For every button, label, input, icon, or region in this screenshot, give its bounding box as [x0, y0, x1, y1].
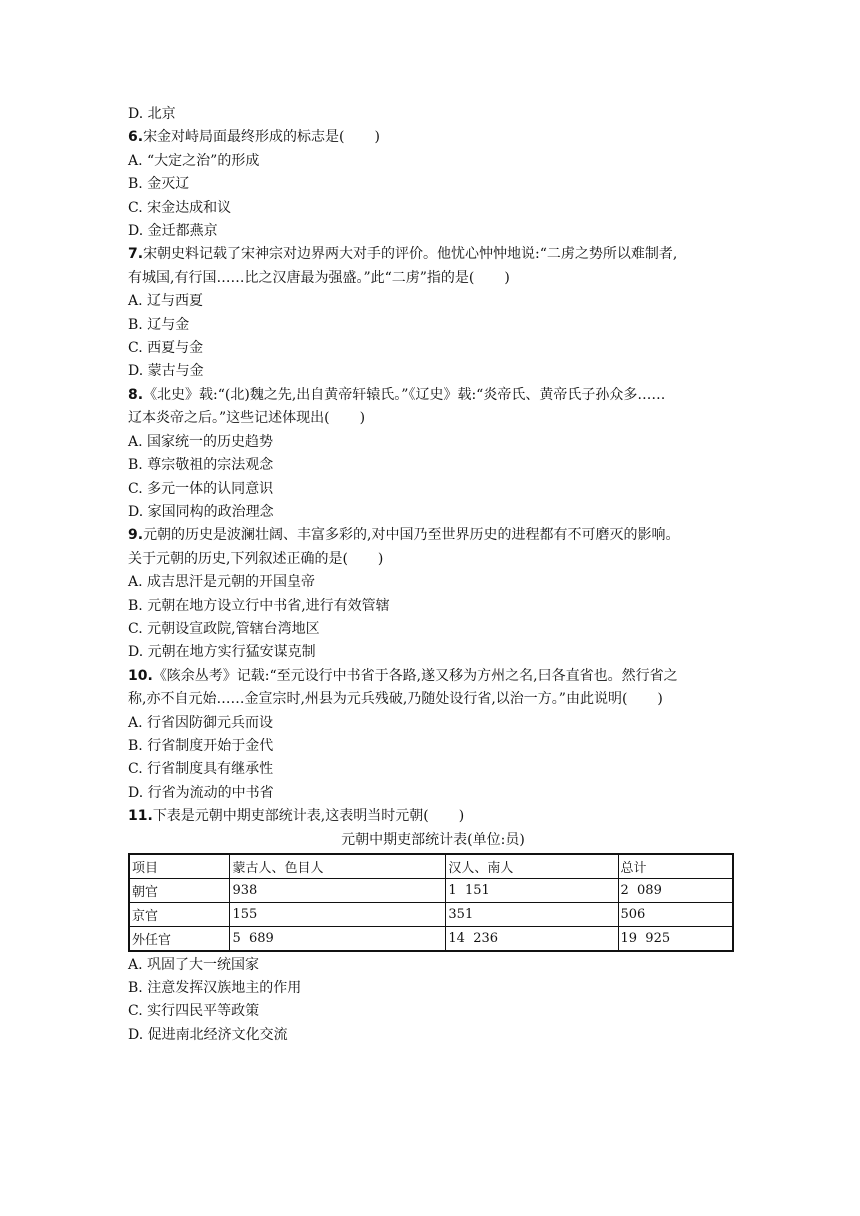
- question-text: 《北史》载:“(北)魏之先,出自黄帝轩辕氏。”《辽史》载:“炎帝氏、黄帝氏子孙众多……: [143, 386, 666, 403]
- table-header-row: [129, 854, 733, 879]
- table-header-cell: 蒙古人、色目人: [230, 854, 446, 879]
- question-text: 《陔余丛考》记载:“至元设行中书省于各路,遂又移为方州之名,曰各直省也。然行省之: [152, 667, 678, 684]
- table-cell: 1 151: [446, 878, 618, 902]
- table-row: [129, 878, 733, 902]
- table-cell: 5 689: [230, 926, 446, 951]
- table-caption: 元朝中期吏部统计表(单位:员): [341, 831, 525, 848]
- q7-option-d: D. 蒙古与金: [128, 363, 204, 380]
- q9-option-a: A. 成吉思汗是元朝的开国皇帝: [128, 574, 316, 591]
- paren-close: ): [458, 808, 465, 825]
- table-cell: 朝官: [129, 878, 230, 902]
- question-number: 6.: [128, 129, 144, 146]
- question-number: 8.: [128, 386, 144, 403]
- q10-option-b: B. 行省制度开始于金代: [128, 737, 274, 754]
- q8-option-c: C. 多元一体的认同意识: [128, 480, 274, 497]
- table-cell: 506: [618, 902, 733, 926]
- q5-option-d: D. 北京: [128, 106, 176, 122]
- q9-option-b: B. 元朝在地方设立行中书省,进行有效管辖: [128, 597, 390, 614]
- q10-option-d: D. 行省为流动的中书省: [128, 784, 274, 801]
- table-header-cell: 总计: [618, 854, 733, 879]
- table-row: [129, 926, 733, 951]
- q6-option-c: C. 宋金达成和议: [128, 199, 232, 216]
- question-number: 10.: [128, 667, 153, 684]
- question-7-stem-line1: [128, 243, 738, 266]
- question-number: 7.: [128, 246, 144, 263]
- question-text: 宋金对峙局面最终形成的标志是(: [143, 129, 345, 146]
- question-9-stem-line2: [128, 548, 738, 571]
- question-10-stem-line2: [128, 688, 738, 711]
- q6-option-d: D. 金迁都燕京: [128, 223, 218, 240]
- q9-option-d: D. 元朝在地方实行猛安谋克制: [128, 644, 316, 661]
- q8-option-d: D. 家国同构的政治理念: [128, 503, 274, 520]
- q7-option-a: A. 辽与西夏: [128, 293, 204, 310]
- table-cell: 14 236: [446, 926, 618, 951]
- question-text: 宋朝史料记载了宋神宗对边界两大对手的评价。他忧心忡忡地说:“二虏之势所以难制者,: [143, 246, 678, 263]
- question-text: 元朝的历史是波澜壮阔、丰富多彩的,对中国乃至世界历史的进程都有不可磨灭的影响。: [143, 527, 680, 544]
- q7-option-c: C. 西夏与金: [128, 340, 204, 357]
- q11-option-d: D. 促进南北经济文化交流: [128, 1026, 288, 1043]
- q8-option-b: B. 尊宗敬祖的宗法观念: [128, 457, 274, 474]
- question-text: 关于元朝的历史,下列叙述正确的是(: [128, 550, 348, 567]
- table-cell: 京官: [129, 902, 230, 926]
- table-cell: 351: [446, 902, 618, 926]
- q6-option-b: B. 金灭辽: [128, 176, 190, 193]
- exam-page: [128, 103, 738, 1047]
- question-text: 下表是元朝中期吏部统计表,这表明当时元朝(: [152, 808, 429, 825]
- table-row: [129, 902, 733, 926]
- question-8-stem-line1: [128, 384, 738, 407]
- question-text: 称,亦不自元始……金宣宗时,州县为元兵残破,乃随处设行省,以治一方。”由此说明(: [128, 691, 628, 708]
- q11-option-c: C. 实行四民平等政策: [128, 1003, 260, 1020]
- table-cell: 19 925: [618, 926, 733, 951]
- paren-close: ): [657, 691, 663, 708]
- q6-option-a: A. “大定之治”的形成: [128, 152, 260, 169]
- table-cell: 938: [230, 878, 446, 902]
- question-11-stem: [128, 805, 738, 828]
- q11-option-a: A. 巩固了大一统国家: [128, 956, 260, 973]
- table-header-cell: 项目: [129, 854, 230, 879]
- question-number: 11.: [128, 808, 153, 825]
- q10-option-c: C. 行省制度具有继承性: [128, 761, 274, 778]
- paren-close: ): [374, 129, 380, 146]
- question-6-stem: [128, 126, 738, 149]
- paren-close: ): [504, 269, 510, 286]
- q7-option-b: B. 辽与金: [128, 316, 190, 333]
- table-header-cell: 汉人、南人: [446, 854, 618, 879]
- statistics-table: [128, 853, 734, 952]
- question-text: 辽本炎帝之后。”这些记述体现出(: [128, 410, 330, 427]
- q10-option-a: A. 行省因防御元兵而设: [128, 714, 274, 731]
- question-text: 有城国,有行国……比之汉唐最为强盛。”此“二虏”指的是(: [128, 269, 475, 286]
- question-9-stem-line1: [128, 524, 738, 547]
- paren-close: ): [377, 550, 384, 567]
- table-cell: 2 089: [618, 878, 733, 902]
- question-10-stem-line1: [128, 665, 738, 688]
- table-cell: 155: [230, 902, 446, 926]
- q9-option-c: C. 元朝设宣政院,管辖台湾地区: [128, 620, 320, 637]
- question-7-stem-line2: [128, 267, 738, 290]
- q8-option-a: A. 国家统一的历史趋势: [128, 433, 274, 450]
- table-cell: 外任官: [129, 926, 230, 951]
- q11-option-b: B. 注意发挥汉族地主的作用: [128, 980, 302, 996]
- question-8-stem-line2: [128, 407, 738, 430]
- question-number: 9.: [128, 527, 144, 544]
- paren-close: ): [359, 410, 366, 427]
